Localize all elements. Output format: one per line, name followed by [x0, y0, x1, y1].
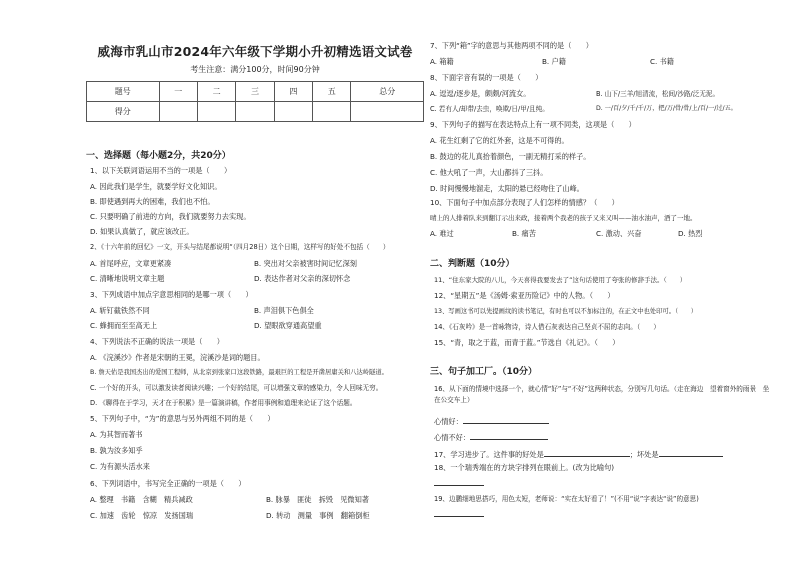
option: A. 斩钉截铁然不同 [90, 306, 150, 315]
question-stem: 10、下面句子中加点部分表现了人们怎样的情感？（ ） [430, 198, 619, 207]
question-stem: 7、下列“箱”字的意思与其他两项不同的是（ ） [430, 41, 593, 50]
question-stem: 1、以下关联词语运用不当的一项是（ ） [90, 166, 232, 175]
page-title: 威海市乳山市2024年六年级下学期小升初精选语文试卷 [97, 44, 413, 59]
option: D. 一/百/夕/千/千/万，把/万/骨/骨/上/百/一/过/五。 [596, 105, 737, 112]
question-stem: 6、下列词语中，书写完全正确的一项是（ ） [90, 479, 246, 488]
score-cell: 一 [159, 82, 197, 102]
judge-question: 11、“住东家大院的八儿，今天喜得我要发去了”这句话使用了夸张的修辞手法。（ ） [434, 276, 687, 284]
option: B. 痛苦 [512, 229, 536, 238]
option: C. 他大吼了一声，大山都抖了三抖。 [430, 168, 548, 177]
option: D. 转动 测量 事例 翻箱倒柜 [266, 511, 370, 520]
option: B. 詹天佑是我国杰出的爱国工程师，从北京到张家口这段铁路，最艰巨的工程是开凿居庸关和八达岭隧道。 [90, 369, 388, 376]
option: B. 突出对父亲被害时间记忆深刻 [254, 259, 357, 268]
option: A. 难过 [430, 229, 454, 238]
option: D. 热烈 [678, 229, 703, 238]
option: C. 若有人/却带/去虫，唤欺/日/甲/且纯。 [430, 105, 549, 113]
q18-answer-row [434, 478, 484, 489]
option: B. 山下/三羊/旭清流，松间/沙路/泛无泥。 [596, 90, 720, 98]
score-table-header-row [87, 82, 424, 102]
score-input-cell[interactable] [313, 102, 351, 122]
score-cell: 得分 [87, 102, 160, 122]
option: B. 孰为汝多知乎 [90, 446, 143, 455]
score-cell: 五 [313, 82, 351, 102]
option: B. 户籍 [542, 57, 566, 66]
answer-blank[interactable] [544, 449, 630, 457]
option: C. 只要明确了前进的方向，我们就要努力去实现。 [90, 212, 251, 221]
question-stem: 4、下列说法不正确的说法一项是（ ） [90, 337, 224, 346]
q17-row [434, 449, 723, 460]
bad-mood-row [434, 432, 548, 443]
option: D. 望眼欲穿通高望重 [254, 321, 322, 330]
q17-text-a: 17、学习进步了。这件事的好处是 [434, 450, 544, 459]
option: C. 激动、兴奋 [596, 229, 642, 238]
bad-mood-label: 心情不好： [434, 433, 470, 442]
option: A. 为其智而著书 [90, 430, 143, 439]
score-input-cell[interactable] [159, 102, 197, 122]
question-stem: 19、边鹏细地思搭巧，用色太短，老师说：“实在太好看了！”(不用“说”字表达“说”的意思) [434, 495, 699, 503]
option: D. 如果认真做了，就应该改正。 [90, 227, 194, 236]
question-stem: 16、从下面的情境中选择一个，就心情“好”与“不好”这两种状态，分别写几句话。（走在海边 望着窗外的雨景 坐在公交车上） [434, 385, 770, 404]
score-cell: 题号 [87, 82, 160, 102]
score-cell: 二 [197, 82, 235, 102]
score-input-cell[interactable] [351, 102, 424, 122]
score-table-score-row [87, 102, 424, 122]
section-title: 一、选择题（每小题2分，共20分） [86, 151, 231, 161]
option: A. 逗逗/逐步是，颇颇/河流女。 [430, 89, 531, 98]
score-input-cell[interactable] [236, 102, 274, 122]
score-input-cell[interactable] [197, 102, 235, 122]
judge-question: 13、写画这书可以先提画纹的读书笔记，有时也可以不加标注的，在正文中也处印可。（ ） [434, 308, 698, 315]
question-stem: 5、下列句子中，“为”的意思与另外两组不同的是（ ） [90, 414, 275, 423]
option: A. 因此我们是学生，就要学好文化知识。 [90, 182, 222, 191]
q17-text-b: ；坏处是 [629, 450, 659, 459]
option: C. 清晰地说明文章主题 [90, 274, 165, 283]
option: B. 鼓边的花儿真抬着颜色，一副无精打采的样子。 [430, 152, 591, 161]
question-stem: 2、《十六年前的回忆》一文，开头与结尾都说明“（四月28日）这个日期，这样写的好处不包括（ ） [90, 243, 390, 251]
option: A. 整理 书籍 含糊 精兵减政 [90, 495, 193, 504]
answer-blank[interactable] [434, 509, 484, 517]
section-title: 二、判断题（10分） [430, 259, 515, 269]
judge-question: 14、《石灰吟》是一首咏物诗，诗人借石灰表达自己坚贞不屈的志向。（ ） [434, 323, 660, 331]
option: D. 时间慢慢地溜走，太阳的悬已经吻住了山峰。 [430, 184, 584, 193]
option: C. 为有源头活水来 [90, 462, 150, 471]
good-mood-label: 心情好： [434, 417, 463, 426]
judge-question: 12、“星期五”是《汤姆·索亚历险记》中的人物。（ ） [434, 291, 615, 300]
question-stem: 3、下列成语中加点字意思相同的是哪一项（ ） [90, 290, 253, 299]
score-table [86, 81, 424, 122]
question-stem: 8、下面字音有误的一项是（ ） [430, 73, 543, 82]
option: A. 《浣溪沙》作者是宋朝的王冕，浣溪沙是词的题目。 [90, 353, 265, 362]
option: D. 《聊得在于学习，天才在于积累》是一篇演讲稿，作者用事例和道理来论证了这个话题。 [90, 399, 357, 407]
q19-answer-row [434, 509, 484, 520]
answer-blank[interactable] [659, 449, 723, 457]
score-input-cell[interactable] [274, 102, 312, 122]
option: C. 书籍 [650, 57, 674, 66]
answer-blank[interactable] [470, 432, 548, 440]
question-body: 晴上的人排着队来到翻订示出来政，接着两个我老的孩子又来又叫——油水油声，酒了一地。 [430, 214, 697, 222]
exam-notice: 考生注意：满分100分，时间90分钟 [190, 65, 320, 74]
section-title: 三、句子加工厂。（10分） [430, 367, 538, 377]
option: B. 即使遇到再大的困难，我们也不怕。 [90, 197, 215, 206]
question-stem: 9、下列句子的描写在表达特点上有一项不同类，这项是（ ） [430, 120, 636, 129]
option: C. 加速 齿轮 惊凉 发扬国瑞 [90, 511, 194, 520]
option: A. 箱籍 [430, 57, 454, 66]
score-cell: 四 [274, 82, 312, 102]
good-mood-row [434, 416, 549, 427]
option: B. 脉暴 匪徒 拆毁 见微知著 [266, 495, 369, 504]
score-cell: 三 [236, 82, 274, 102]
question-stem: 18、一个瑞秀端在的方块字排列在眼前上。(改为比喻句) [434, 463, 615, 472]
option: C. 一个好的开头，可以激发读者阅读兴趣；一个好的结尾，可以增强文章的感染力，令人回味无穷。 [90, 384, 383, 392]
score-cell: 总分 [351, 82, 424, 102]
option: D. 表达作者对父亲的深切怀念 [254, 274, 351, 283]
judge-question: 15、“青，取之于蓝，而青于蓝。”节选自《礼记》。（ ） [434, 338, 620, 347]
option: C. 蜂拥而至至高无上 [90, 321, 158, 330]
answer-blank[interactable] [463, 416, 549, 424]
answer-blank[interactable] [434, 478, 484, 486]
option: B. 声泪俱下色俱全 [254, 306, 314, 315]
option: A. 花生红剩了它的红外套，这是不可得的。 [430, 136, 569, 145]
option: A. 首尾呼应，文章更紧凑 [90, 259, 172, 268]
